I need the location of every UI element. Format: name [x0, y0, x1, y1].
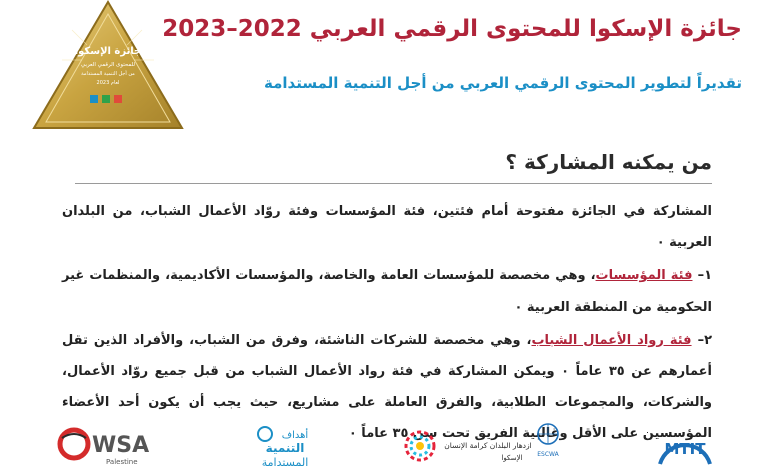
escwa-name-en: ESCWA [537, 451, 559, 458]
page-title: جائزة الإسكوا للمحتوى الرقمي العربي 2022–2023 [162, 16, 742, 42]
escwa-logo [400, 420, 570, 470]
trophy-line-4: لعام 2023 [96, 80, 120, 86]
trophy-line-2: للمحتوى الرقمي العربي [80, 62, 136, 68]
trophy-badge-icon [90, 95, 98, 103]
sdg-line-2: التنمية [265, 441, 305, 455]
sdg-line-1: أهداف [281, 430, 309, 441]
escwa-slogan: ازدهار البلدان كرامة الإنسان [444, 441, 532, 450]
category-institutions-text: ، وهي مخصصة للمؤسسات العامة والخاصة، والمؤسسات الأكاديمية، والمنظمات غير الحكومية من المنطقة العربية ٠ [62, 268, 712, 315]
escwa-name-ar: الإسكوا [501, 454, 523, 462]
category-youth-text-2: ويمكن المشاركة في فئة رواد الأعمال الشباب من قبل جميع روّاد الأعمال، والشركات، والمجموعات الطلابية، والفرق العاملة على مشاريع، حيث يجب أن يكون أحد الأعضاء المؤسسين على الأقل وغالبية الفريق تحت سن ٣٥ عاماً ٠ [62, 364, 712, 442]
sdg-wheel-icon [258, 427, 272, 441]
partner-logos [0, 420, 780, 470]
trophy-line-3: من أجل التنمية المستدامة [81, 71, 135, 77]
eligibility-text [62, 196, 712, 450]
mtit-logo [640, 420, 730, 470]
item-number: ١– [697, 268, 712, 284]
category-institutions-paragraph [62, 260, 712, 322]
sdg-line-3: المستدامة [261, 456, 309, 469]
section-heading: من يمكنه المشاركة ؟ [505, 150, 712, 174]
mtit-name: MTIT [664, 440, 706, 458]
item-number: ٢– [697, 332, 712, 348]
sdg-color-wheel-icon [406, 432, 434, 460]
wsa-logo [54, 420, 164, 470]
category-youth-text: ، وهي مخصصة للشركات الناشئة، وفرق من الشباب، والأفراد الذين تقل أعمارهم عن ٣٥ عاماً ٠ [62, 332, 713, 380]
category-institutions-label: فئة المؤسسات [595, 268, 693, 284]
wsa-name: WSA [92, 433, 150, 458]
category-youth-label: فئة رواد الأعمال الشباب [531, 332, 692, 348]
page-subtitle: تقديراً لتطوير المحتوى الرقمي العربي من أجل التنمية المستدامة [264, 74, 742, 92]
wsa-country: Palestine [106, 458, 138, 466]
intro-paragraph: المشاركة في الجائزة مفتوحة أمام فئتين، فئة المؤسسات وفئة روّاد الأعمال الشباب، من البلدان العربية ٠ [62, 204, 712, 251]
section-divider [75, 183, 712, 184]
sdg-logo [255, 420, 315, 470]
award-trophy-emblem [32, 0, 184, 130]
trophy-line-1: جائزة الإسكوا [74, 46, 142, 57]
